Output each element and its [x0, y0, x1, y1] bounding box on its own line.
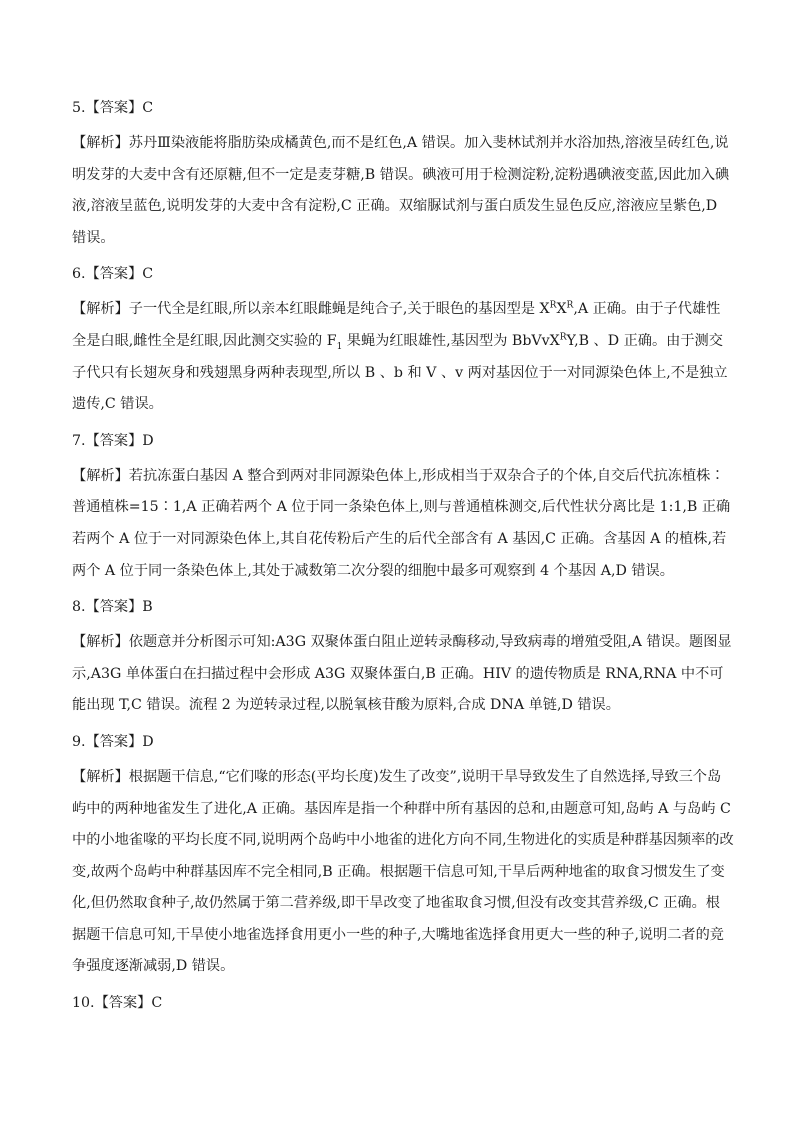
answer-10: 10.【答案】C — [72, 995, 163, 1012]
analysis-text: 果蝇为红眼雄性,基因型为 BbVvX — [342, 332, 560, 349]
analysis-label: 【解析】 — [72, 135, 129, 151]
analysis-5 — [72, 128, 734, 254]
analysis-label: 【解析】 — [72, 634, 129, 651]
answer-8: 8.【答案】B — [72, 599, 153, 616]
analysis-8 — [72, 627, 734, 722]
answer-6: 6.【答案】C — [72, 266, 154, 283]
analysis-text: ,A 正确。由于子代雄性全是白眼,雌性全是红眼,因此测交实验的 F — [72, 301, 721, 349]
superscript: R — [559, 332, 567, 343]
analysis-text: 根据题干信息,“它们喙的形态(平均长度)发生了改变”,说明干旱导致发生了自然选择,导致三个岛屿中的两种地雀发生了进化,A 正确。基因库是指一个种群中所有基因的总和,由题意可知,岛屿 A 与岛屿 C 中的小地雀喙的平均长度不同,说明两个岛屿中小地雀的进化方向不同,生物进化的实质是种群基因频率的改变,故两个岛屿中种群基因库不完全相同,B 正确。根据题干信息可知,干旱后两种地雀的取食习惯发生了变化,但仍然取食种子,故仍然属于第二营养级,即干旱改变了地雀取食习惯,但没有改变其营养级,C 正确。根据题干信息可知,干旱使小地雀选择食用更小一些的种子,大嘴地雀选择食用更大一些的种子,说明二者的竞争强度逐渐减弱,D 错误。 — [72, 768, 734, 975]
superscript: R — [566, 300, 574, 311]
analysis-7 — [72, 461, 734, 587]
superscript: R — [549, 300, 557, 311]
analysis-text: 若抗冻蛋白基因 A 整合到两对非同源染色体上,形成相当于双杂合子的个体,自交后代抗冻植株∶普通植株=15∶1,A 正确若两个 A 位于同一条染色体上,则与普通植株测交,后代性状分离比是 1:1,B 正确若两个 A 位于一对同源染色体上,其自花传粉后产生的后代全部含有 A 基因,C 正确。含基因 A 的植株,若两个 A 位于同一条染色体上,其处于减数第二次分裂的细胞中最多可观察到 4 个基因 A,D 错误。 — [72, 467, 731, 579]
analysis-label: 【解析】 — [72, 301, 129, 318]
analysis-text: 依题意并分析图示可知:A3G 双聚体蛋白阻止逆转录酶移动,导致病毒的增殖受阻,A 错误。题图显示,A3G 单体蛋白在扫描过程中会形成 A3G 双聚体蛋白,B 正确。HIV 的遗传物质是 RNA,RNA 中不可能出现 T,C 错误。流程 2 为逆转录过程,以脱氧核苷酸为原料,合成 DNA 单链,D 错误。 — [72, 634, 732, 714]
analysis-text: X — [556, 301, 567, 318]
analysis-text: 子一代全是红眼,所以亲本红眼雌蝇是纯合子,关于眼色的基因型是 X — [128, 301, 550, 318]
analysis-text: Y,B 、D 正确。由于测交子代只有长翅灰身和残翅黑身两种表现型,所以 B 、b 和 V 、v 两对基因位于一对同源染色体上,不是独立遗传,C 错误。 — [72, 332, 728, 413]
analysis-label: 【解析】 — [72, 467, 129, 484]
analysis-label: 【解析】 — [72, 768, 129, 785]
answer-5: 5.【答案】C — [72, 100, 154, 116]
answer-7: 7.【答案】D — [72, 432, 154, 449]
analysis-text: 苏丹Ⅲ染液能将脂肪染成橘黄色,而不是红色,A 错误。加入斐林试剂并水浴加热,溶液呈砖红色,说明发芽的大麦中含有还原糖,但不一定是麦芽糖,B 错误。碘液可用于检测淀粉,淀粉遇碘液变蓝,因此加入碘液,溶液呈蓝色,说明发芽的大麦中含有淀粉,C 正确。双缩脲试剂与蛋白质发生显色反应,溶液应呈紫色,D 错误。 — [72, 135, 730, 246]
subscript: 1 — [336, 341, 343, 352]
answer-9: 9.【答案】D — [72, 733, 154, 750]
analysis-9 — [72, 762, 734, 983]
analysis-6 — [72, 294, 734, 420]
